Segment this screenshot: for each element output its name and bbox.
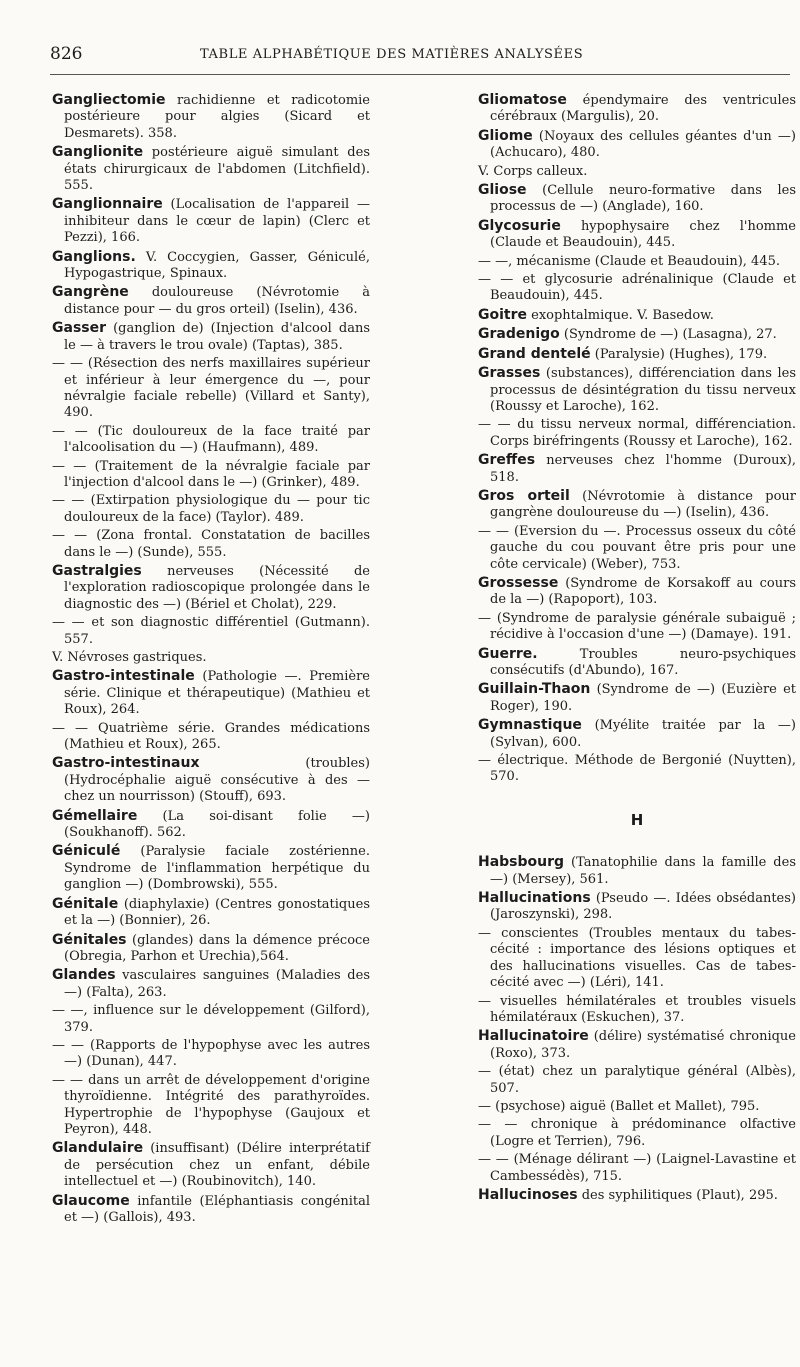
index-entry <box>478 890 796 924</box>
index-text: (Localisation de l'appareil — inhibiteur dans le cœur de lapin) (Clerc et Pezzi), 166. <box>64 197 370 246</box>
index-entry <box>52 1038 370 1071</box>
index-term: Grasses <box>478 365 541 382</box>
index-term: Guerre. <box>478 645 538 662</box>
index-term: Goitre <box>478 306 527 323</box>
index-entry <box>478 164 796 180</box>
index-term: Hallucinations <box>478 890 591 907</box>
index-entry <box>478 92 796 126</box>
index-entry <box>52 493 370 526</box>
index-term: Glycosurie <box>478 217 561 234</box>
index-entry <box>52 320 370 354</box>
index-term: Gangliectomie <box>52 92 166 108</box>
index-entry <box>52 1073 370 1139</box>
index-text: — — dans un arrêt de développement d'origine thyroïdienne. Intégrité des parathyroïdes. Hypertrophie de l'hypophyse (Gaujoux et Peyron), 448. <box>52 1072 370 1137</box>
index-entry <box>52 528 370 561</box>
index-text: (Pathologie —. Première série. Clinique et thérapeutique) (Mathieu et Roux), 264. <box>64 669 370 718</box>
index-text: (Syndrome de —) (Euzière et Roger), 190. <box>490 682 796 714</box>
index-entry <box>52 668 370 718</box>
index-text: — — (Traitement de la névralgie faciale par l'injection d'alcool dans le —) (Grinker), 489. <box>52 458 370 490</box>
index-entry <box>52 808 370 842</box>
index-entry <box>478 326 796 343</box>
index-text: — visuelles hémilatérales et troubles visuels hémilatéraux (Eskuchen), 37. <box>478 993 796 1025</box>
index-text: (glandes) dans la démence précoce (Obregia, Parhon et Urechia),564. <box>64 932 370 964</box>
index-entry <box>478 575 796 609</box>
index-term: Ganglionnaire <box>52 196 163 213</box>
index-term: Grossesse <box>478 574 559 591</box>
index-text: — — (Résection des nerfs maxillaires supérieur et inférieur à leur émergence du —, pour névralgie faciale rebelle) (Villard et Santy), 490. <box>52 356 370 421</box>
index-text: — — (Extirpation physiologique du — pour tic douloureux de la face) (Taylor). 489. <box>52 493 370 525</box>
index-entry <box>478 1028 796 1062</box>
index-entry <box>478 717 796 751</box>
index-entry <box>478 994 796 1027</box>
index-entry <box>478 1152 796 1185</box>
index-entry <box>478 346 796 363</box>
index-entry <box>52 1140 370 1190</box>
index-text: (Myélite traitée par la —) (Sylvan), 600. <box>490 718 796 750</box>
index-term: Guillain-Thaon <box>478 681 591 698</box>
index-text: (Paralysie faciale zostérienne. Syndrome de l'inflammation herpétique du ganglion —) (Dombrowski), 555. <box>64 844 370 893</box>
index-term: Greffes <box>478 452 536 469</box>
index-term: Hallucinatoire <box>478 1028 589 1045</box>
index-entry <box>478 926 796 992</box>
index-entry <box>478 611 796 644</box>
index-entry <box>52 144 370 194</box>
index-term: Gasser <box>52 320 107 337</box>
index-text: (Paralysie) (Hughes), 179. <box>590 346 768 362</box>
index-text: (Syndrome de —) (Lasagna), 27. <box>559 327 777 343</box>
index-entry <box>478 272 796 305</box>
left-column <box>52 92 370 1228</box>
index-text: nerveuses (Nécessité de l'exploration radioscopique prolongée dans le diagnostic des —) (Bériel et Cholat), 229. <box>64 563 370 612</box>
index-text: (troubles) (Hydrocéphalie aiguë consécutive à des — chez un nourrisson) (Stouff), 693. <box>64 756 370 805</box>
index-text: — — (Tic douloureux de la face traité par l'alcoolisation du —) (Haufmann), 489. <box>52 423 370 456</box>
index-text: — —, mécanisme (Claude et Beaudouin), 445. <box>478 253 781 269</box>
index-term: Gangrène <box>52 284 129 301</box>
section-letter-h: H <box>630 810 644 829</box>
index-entry <box>478 128 796 162</box>
index-term: Gymnastique <box>478 717 582 734</box>
index-term: Glaucome <box>52 1192 130 1209</box>
index-entry <box>478 854 796 888</box>
index-entry <box>478 218 796 252</box>
index-text: — — chronique à prédominance olfactive (Logre et Terrien), 796. <box>478 1117 796 1149</box>
index-term: Gastro-intestinaux <box>52 755 200 772</box>
index-text: (La soi-disant folie —) (Soukhanoff). 562. <box>64 808 370 841</box>
page-header <box>50 44 790 75</box>
index-entry <box>478 1099 796 1115</box>
index-entry <box>52 843 370 893</box>
index-term: Gliomatose <box>478 92 567 108</box>
index-text: (substances), différenciation dans les processus de désintégration du tissu nerveux (Roussy et Laroche), 162. <box>490 366 796 414</box>
index-text: exophtalmique. V. Basedow. <box>527 307 714 323</box>
index-entry <box>478 753 796 786</box>
index-entry <box>478 488 796 522</box>
index-entry <box>52 563 370 613</box>
index-text: (insuffisant) (Délire interprétatif de persécution chez un enfant, débile intellectuel et —) (Roubinovitch), 140. <box>64 1141 370 1190</box>
index-term: Hallucinoses <box>478 1186 578 1203</box>
index-text: (Tanatophilie dans la famille des —) (Mersey), 561. <box>490 855 796 887</box>
index-term: Gastro-intestinale <box>52 668 195 685</box>
index-term: Gémellaire <box>52 807 138 824</box>
index-entry <box>52 967 370 1001</box>
index-entry <box>478 1064 796 1097</box>
index-term: Ganglions. <box>52 248 136 265</box>
index-text: — — Quatrième série. Grandes médications (Mathieu et Roux), 265. <box>52 720 370 753</box>
index-text: Troubles neuro-psychiques consécutifs (d'Abundo), 167. <box>490 646 796 678</box>
index-term: Génitale <box>52 895 119 912</box>
index-entry <box>478 182 796 216</box>
index-entry <box>52 650 370 666</box>
index-text: — — (Eversion du —. Processus osseux du côté gauche du cou pouvant être pris pour une côte cervicale) (Weber), 753. <box>478 523 796 572</box>
index-text: postérieure aiguë simulant des états chirurgicaux de l'abdomen (Litchfield). 555. <box>64 145 370 194</box>
index-text: infantile (Eléphantiasis congénital et —) (Gallois), 493. <box>64 1193 370 1225</box>
index-text: des syphilitiques (Plaut), 295. <box>577 1187 778 1203</box>
index-text: — (psychose) aiguë (Ballet et Mallet), 795. <box>478 1098 760 1114</box>
index-term: Gros orteil <box>478 487 570 504</box>
index-entry <box>52 721 370 754</box>
right-column-g-entries <box>478 92 796 786</box>
index-text: (Pseudo —. Idées obsédantes) (Jaroszynski), 298. <box>490 891 796 923</box>
index-term: Gastralgies <box>52 562 142 579</box>
index-term: Géniculé <box>52 843 121 860</box>
index-entry <box>478 681 796 715</box>
index-entry <box>52 755 370 805</box>
index-term: Gliome <box>478 127 533 144</box>
index-entry <box>52 249 370 283</box>
index-term: Ganglionite <box>52 144 144 161</box>
index-text: V. Corps calleux. <box>478 163 588 179</box>
index-entry <box>52 356 370 422</box>
index-text: (Syndrome de Korsakoff au cours de la —) (Rapoport), 103. <box>490 575 796 608</box>
index-entry <box>52 196 370 246</box>
index-term: Glandes <box>52 967 116 984</box>
right-column <box>478 92 796 1206</box>
running-title: TABLE ALPHABÉTIQUE DES MATIÈRES ANALYSÉES <box>200 47 584 62</box>
index-term: Grand dentelé <box>478 345 591 362</box>
index-text: — — (Zona frontal. Constatation de bacilles dans le —) (Sunde), 555. <box>52 528 370 560</box>
index-text: (diaphylaxie) (Centres gonostatiques et la —) (Bonnier), 26. <box>64 896 370 929</box>
index-entry <box>478 254 796 270</box>
index-text: — électrique. Méthode de Bergonié (Nuytten), 570. <box>478 753 796 785</box>
index-text: V. Coccygien, Gasser, Géniculé, Hypogastrique, Spinaux. <box>64 249 370 282</box>
index-entry <box>478 1187 796 1204</box>
index-entry <box>52 92 370 142</box>
index-text: vasculaires sanguines (Maladies des —) (Falta), 263. <box>64 968 370 1000</box>
index-text: — — du tissu nerveux normal, différenciation. Corps biréfringents (Roussy et Laroche), 162. <box>478 417 796 449</box>
index-text: hypophysaire chez l'homme (Claude et Beaudouin), 445. <box>490 218 796 251</box>
index-entry <box>52 932 370 966</box>
index-text: — (état) chez un paralytique général (Albès), 507. <box>478 1064 796 1096</box>
index-text: — — et glycosurie adrénalinique (Claude et Beaudouin), 445. <box>478 272 796 304</box>
index-text: (Noyaux des cellules géantes d'un —) (Achucaro), 480. <box>490 128 796 161</box>
index-entry <box>52 615 370 648</box>
index-text: V. Névroses gastriques. <box>52 650 207 665</box>
index-term: Génitales <box>52 931 127 948</box>
index-text: — —, influence sur le développement (Gilford), 379. <box>52 1003 370 1035</box>
index-entry <box>478 1117 796 1150</box>
index-text: épendymaire des ventricules cérébraux (Margulis), 20. <box>490 93 796 125</box>
index-entry <box>478 417 796 450</box>
index-entry <box>52 284 370 318</box>
index-term: Habsbourg <box>478 854 565 871</box>
index-entry <box>478 452 796 486</box>
index-text: — (Syndrome de paralysie générale subaiguë ; récidive à l'occasion d'une —) (Damaye). 191. <box>478 610 796 643</box>
index-text: nerveuses chez l'homme (Duroux), 518. <box>490 453 796 485</box>
index-text: — — (Rapports de l'hypophyse avec les autres —) (Dunan), 447. <box>52 1037 370 1070</box>
index-text: (Névrotomie à distance pour gangrène douloureuse du —) (Iselin), 436. <box>490 488 796 521</box>
index-term: Gliose <box>478 182 527 199</box>
index-entry <box>478 307 796 324</box>
index-term: Gradenigo <box>478 326 560 343</box>
right-column-h-entries <box>478 854 796 1204</box>
index-entry <box>478 524 796 573</box>
index-entry <box>52 424 370 457</box>
index-text: — conscientes (Troubles mentaux du tabes-cécité : importance des lésions optiques et des hallucinations visuelles. Cas de tabes-cécité avec —) (Léri), 141. <box>478 925 796 991</box>
index-text: (ganglion de) (Injection d'alcool dans le — à travers le trou ovale) (Taptas), 385. <box>64 321 370 353</box>
index-term: Glandulaire <box>52 1140 144 1157</box>
index-entry <box>52 1193 370 1227</box>
index-text: douloureuse (Névrotomie à distance pour — du gros orteil) (Iselin), 436. <box>64 285 370 317</box>
page-number: 826 <box>50 44 83 64</box>
index-entry <box>52 459 370 492</box>
index-entry <box>478 365 796 415</box>
index-entry <box>478 646 796 680</box>
index-text: rachidienne et radicotomie postérieure pour algies (Sicard et Desmarets). 358. <box>64 93 370 141</box>
index-text: (délire) systématisé chronique (Roxo), 373. <box>490 1029 796 1061</box>
index-text: (Cellule neuro-formative dans les processus de —) (Anglade), 160. <box>490 183 796 215</box>
index-text: — — et son diagnostic différentiel (Gutmann). 557. <box>52 615 370 647</box>
index-entry <box>52 1003 370 1036</box>
index-text: — — (Ménage délirant —) (Laignel-Lavastine et Cambessédès), 715. <box>478 1152 796 1184</box>
index-entry <box>52 896 370 930</box>
